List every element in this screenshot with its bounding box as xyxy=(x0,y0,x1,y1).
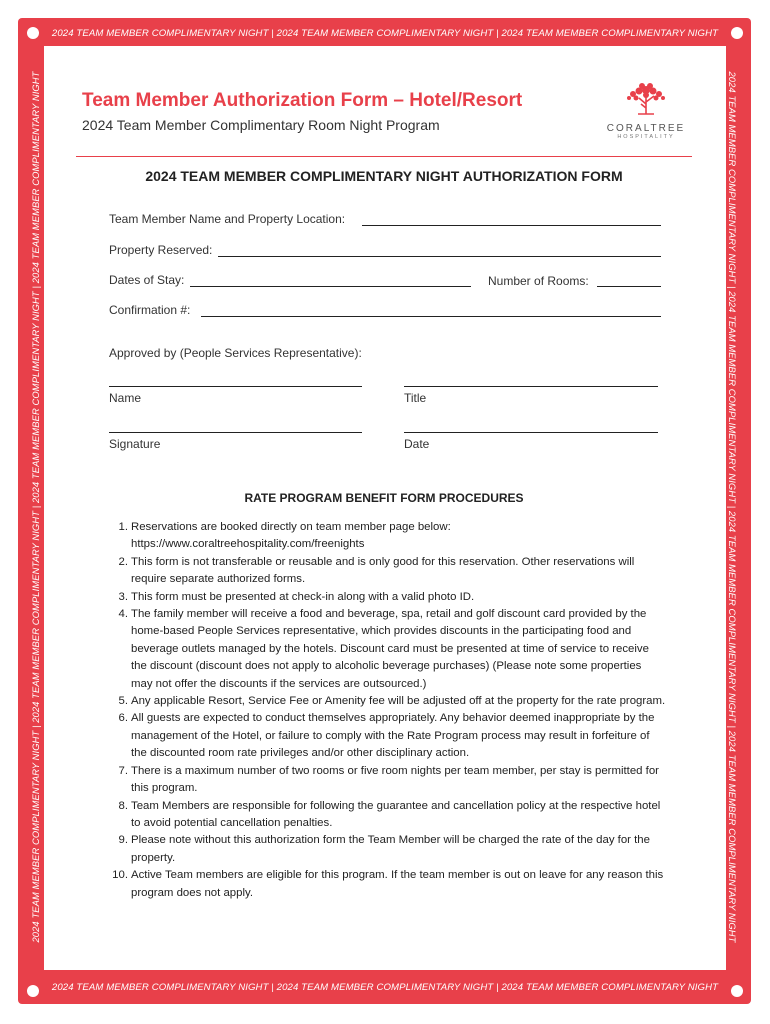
dates-label: Dates of Stay: xyxy=(109,273,185,287)
property-field[interactable] xyxy=(218,256,661,257)
list-item: 7. There is a maximum number of two rooms or five room nights per team member, per stay is permitted for this program. xyxy=(118,764,659,795)
approver-title-field[interactable] xyxy=(404,386,658,387)
property-label: Property Reserved: xyxy=(109,243,213,257)
name-location-label: Team Member Name and Property Location: xyxy=(109,212,346,226)
confirmation-field[interactable] xyxy=(201,316,661,317)
corner-dot xyxy=(731,27,743,39)
logo-subname: HOSPITALITY xyxy=(617,134,675,140)
rooms-label: Number of Rooms: xyxy=(488,274,589,288)
list-item: 5. Any applicable Resort, Service Fee or Amenity fee will be adjusted off at the property for the rate program. xyxy=(118,695,666,708)
list-item: 1. Reservations are booked directly on team member page below: https://www.coraltreehospitality.com/freenights xyxy=(118,521,451,551)
procedures-title: RATE PROGRAM BENEFIT FORM PROCEDURES xyxy=(244,491,524,505)
header-divider xyxy=(76,156,692,157)
signature-caption: Signature xyxy=(109,437,161,451)
top-band-text: 2024 TEAM MEMBER COMPLIMENTARY NIGHT | 2024 TEAM MEMBER COMPLIMENTARY NIGHT | 2024 TEAM MEMBER COMPLIMENTARY NIGHT xyxy=(51,27,719,39)
date-caption: Date xyxy=(404,437,430,451)
dates-field[interactable] xyxy=(190,286,471,287)
list-item: 6. All guests are expected to conduct themselves appropriately. Any behavior deemed inappropriate by the management of the Hotel, or failure to comply with the Rate Program process may result in forfeiture of the discounted room rate privileges and/or other disciplinary action. xyxy=(118,712,655,760)
corner-dot xyxy=(27,27,39,39)
bottom-band-text: 2024 TEAM MEMBER COMPLIMENTARY NIGHT | 2024 TEAM MEMBER COMPLIMENTARY NIGHT | 2024 TEAM MEMBER COMPLIMENTARY NIGHT xyxy=(51,981,719,993)
rooms-field[interactable] xyxy=(597,286,661,287)
list-item: 10. Active Team members are eligible for this program. If the team member is out on leave for any reason this program does not apply. xyxy=(112,869,664,899)
procedures-list xyxy=(114,519,666,902)
list-item: 3. This form must be presented at check-in along with a valid photo ID. xyxy=(118,590,475,603)
left-band-text: 2024 TEAM MEMBER COMPLIMENTARY NIGHT | 2024 TEAM MEMBER COMPLIMENTARY NIGHT | 2024 TEAM MEMBER COMPLIMENTARY NIGHT | 2024 TEAM MEMBER COMPLIMENTARY NIGHT xyxy=(29,71,41,943)
form-title: 2024 TEAM MEMBER COMPLIMENTARY NIGHT AUTHORIZATION FORM xyxy=(145,168,623,184)
approver-name-field[interactable] xyxy=(109,386,362,387)
date-field[interactable] xyxy=(404,432,658,433)
list-item: 4. The family member will receive a food and beverage, spa, retail and golf discount card provided by the home-based People Services representative, which provides discounts in the participating food and beverage outlets managed by the hotels. Discount card must be presented at time of service to receive the discount (discount does not apply to alcoholic beverage purchases) (Please note some properties may not offer the discounts if the services are outsourced.) xyxy=(118,608,649,690)
title-caption: Title xyxy=(404,391,427,405)
list-item: 9. Please note without this authorization form the Team Member will be charged the rate of the day for the property. xyxy=(118,834,650,864)
page-subtitle: 2024 Team Member Complimentary Room Night Program xyxy=(82,117,440,133)
coral-tree-icon xyxy=(621,82,671,116)
name-location-field[interactable] xyxy=(362,225,661,226)
logo-name: CORALTREE xyxy=(606,123,686,134)
confirmation-label: Confirmation #: xyxy=(109,303,191,317)
right-band-text: 2024 TEAM MEMBER COMPLIMENTARY NIGHT | 2024 TEAM MEMBER COMPLIMENTARY NIGHT | 2024 TEAM MEMBER COMPLIMENTARY NIGHT | 2024 TEAM MEMBER COMPLIMENTARY NIGHT xyxy=(727,71,739,943)
signature-field[interactable] xyxy=(109,432,362,433)
list-item: 2. This form is not transferable or reusable and is only good for this reservation. Other reservations will require separate authorized forms. xyxy=(118,555,635,586)
list-item: 8. Team Members are responsible for following the guarantee and cancellation policy at the respective hotel to avoid potential cancellation penalties. xyxy=(118,799,661,829)
corner-dot xyxy=(27,985,39,997)
name-caption: Name xyxy=(109,391,142,405)
approved-by-label: Approved by (People Services Representative): xyxy=(109,346,362,360)
coraltree-logo xyxy=(606,82,686,144)
corner-dot xyxy=(731,985,743,997)
page-title: Team Member Authorization Form – Hotel/Resort xyxy=(82,90,523,111)
